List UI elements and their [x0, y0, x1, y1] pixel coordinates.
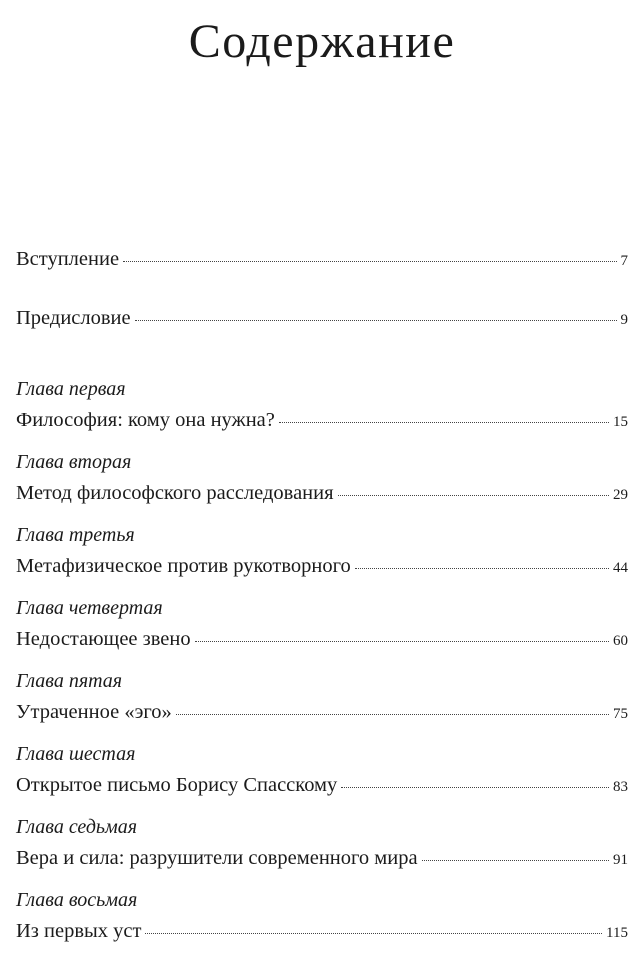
toc-page-number: 15 — [613, 414, 628, 430]
toc-page-number: 115 — [606, 925, 628, 941]
chapter-heading: Глава первая — [16, 378, 126, 400]
toc-entry-chapter-5[interactable] — [16, 699, 628, 727]
toc-page-number: 75 — [613, 706, 628, 722]
chapter-heading: Глава четвертая — [16, 597, 163, 619]
toc-page-number: 83 — [613, 779, 628, 795]
chapter-heading: Глава восьмая — [16, 889, 138, 911]
page-title: Содержание — [188, 15, 456, 68]
chapter-heading: Глава третья — [16, 524, 135, 546]
toc-page-number: 60 — [613, 633, 628, 649]
chapter-heading: Глава седьмая — [16, 816, 138, 838]
toc-entry-chapter-1[interactable] — [16, 407, 628, 435]
toc-entry-introduction[interactable] — [16, 246, 628, 274]
toc-entry-chapter-2[interactable] — [16, 480, 628, 508]
dot-leader — [422, 858, 609, 861]
dot-leader — [145, 931, 602, 934]
chapter-heading: Глава пятая — [16, 670, 123, 692]
toc-entry-label: Философия: кому она нужна? — [16, 409, 275, 431]
toc-entry-label: Вера и сила: разрушители современного мира — [16, 847, 418, 869]
dot-leader — [123, 259, 616, 262]
toc-entry-label: Предисловие — [16, 307, 131, 329]
toc-entry-label: Вступление — [16, 248, 120, 270]
dot-leader — [176, 712, 609, 715]
dot-leader — [338, 493, 609, 496]
dot-leader — [341, 785, 609, 788]
dot-leader — [135, 318, 617, 321]
toc-entry-label: Метод философского расследования — [16, 482, 334, 504]
toc-page-number: 29 — [613, 487, 628, 503]
toc-entry-label: Недостающее звено — [16, 628, 191, 650]
toc-page-number: 91 — [613, 852, 628, 868]
toc-entry-label: Открытое письмо Борису Спасскому — [16, 774, 338, 796]
toc-page-number: 7 — [620, 253, 628, 269]
toc-entry-label: Утраченное «эго» — [16, 701, 172, 723]
toc-page-number: 44 — [613, 560, 628, 576]
dot-leader — [195, 639, 609, 642]
dot-leader — [279, 420, 609, 423]
toc-page-number: 9 — [620, 312, 628, 328]
dot-leader — [355, 566, 609, 569]
toc-entry-chapter-7[interactable] — [16, 845, 628, 873]
toc-entry-chapter-6[interactable] — [16, 772, 628, 800]
chapter-heading: Глава вторая — [16, 451, 132, 473]
chapter-heading: Глава шестая — [16, 743, 136, 765]
toc-entry-chapter-3[interactable] — [16, 553, 628, 581]
toc-entry-preface[interactable] — [16, 305, 628, 333]
toc-entry-chapter-4[interactable] — [16, 626, 628, 654]
toc-entry-label: Из первых уст — [16, 920, 142, 942]
toc-entry-chapter-8[interactable] — [16, 918, 628, 946]
toc-entry-label: Метафизическое против рукотворного — [16, 555, 351, 577]
